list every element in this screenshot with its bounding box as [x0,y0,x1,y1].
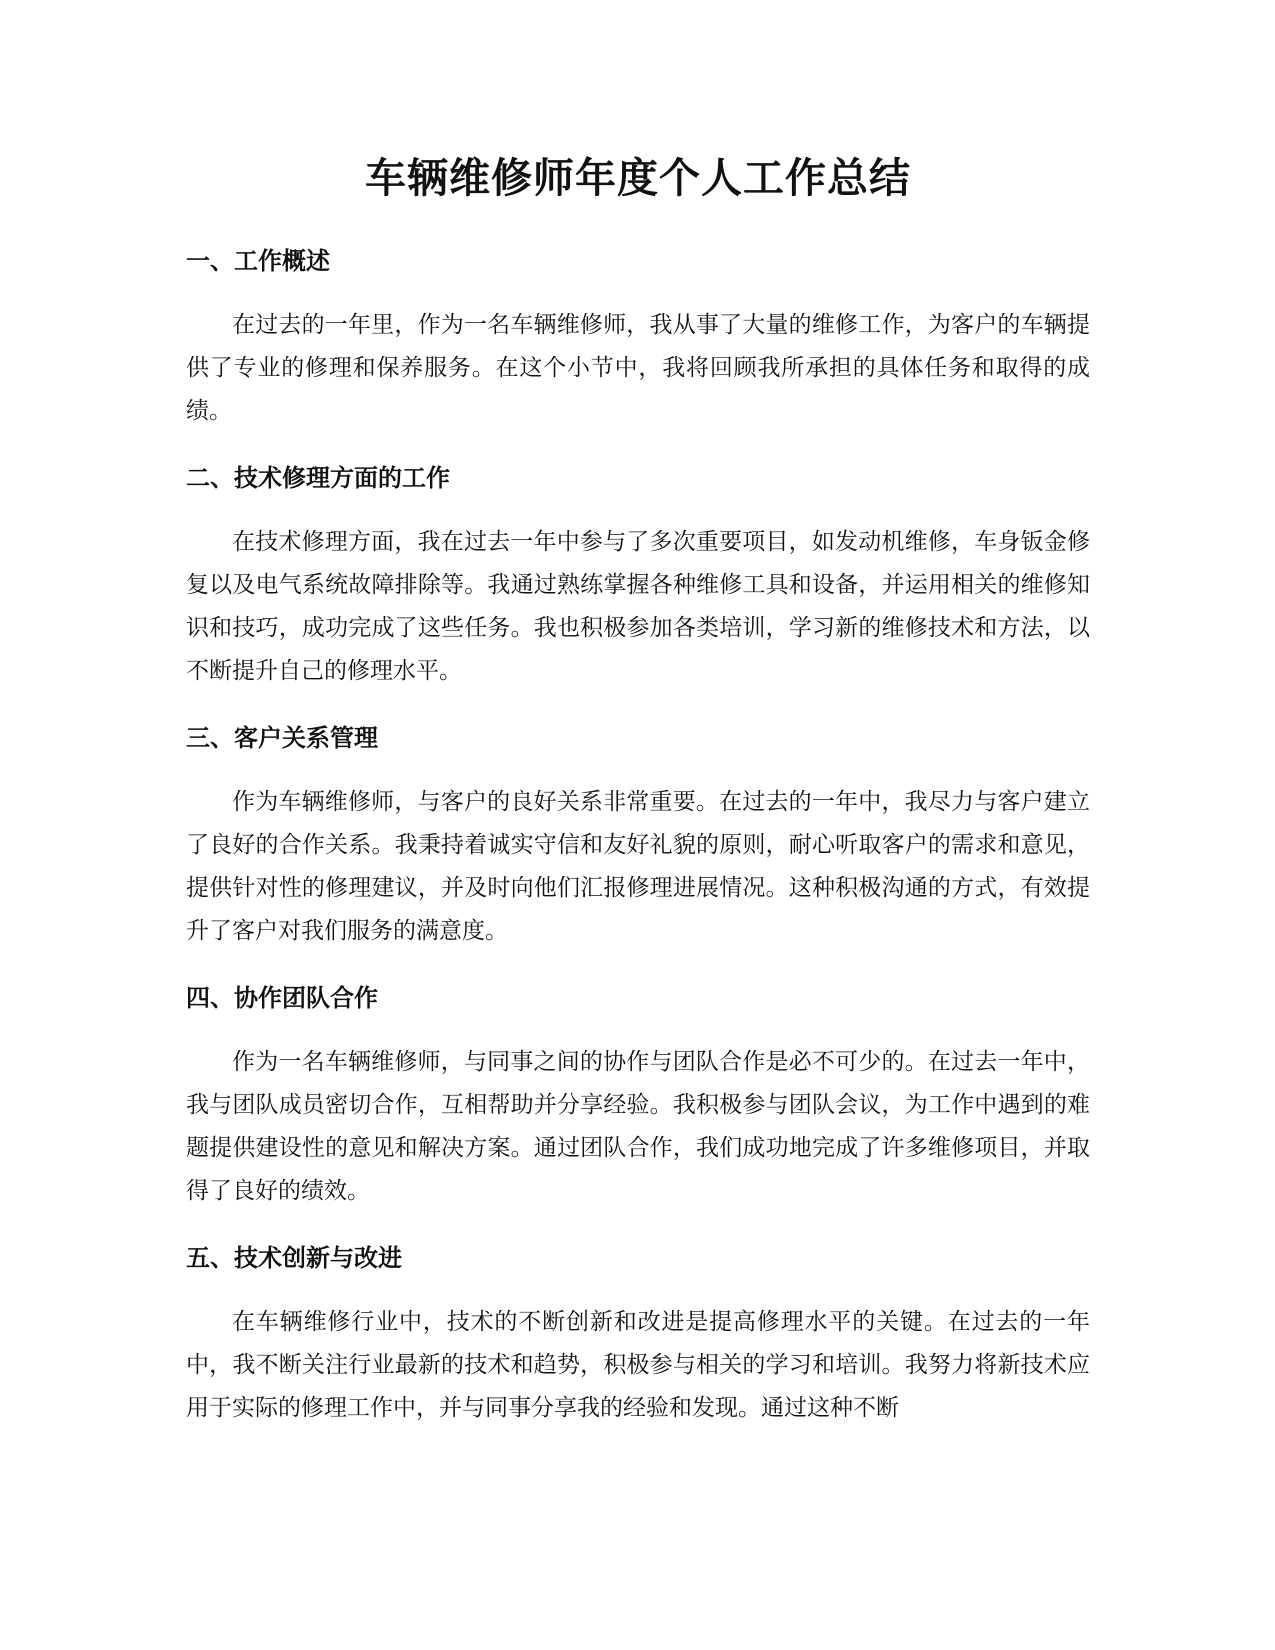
section-work-overview [186,244,1090,433]
section-technical-repair [186,461,1090,693]
section-paragraph: 在车辆维修行业中，技术的不断创新和改进是提高修理水平的关键。在过去的一年中，我不断关注行业最新的技术和趋势，积极参与相关的学习和培训。我努力将新技术应用于实际的修理工作中，并与同事分享我的经验和发现。通过这种不断 [186,1309,1090,1421]
section-heading: 一、工作概述 [186,247,330,275]
section-paragraph: 作为一名车辆维修师，与同事之间的协作与团队合作是必不可少的。在过去一年中，我与团队成员密切合作，互相帮助并分享经验。我积极参与团队会议，为工作中遇到的难题提供建设性的意见和解决方案。通过团队合作，我们成功地完成了许多维修项目，并取得了良好的绩效。 [186,1049,1090,1204]
document-title: 车辆维修师年度个人工作总结 [365,154,911,202]
section-teamwork [186,981,1090,1213]
section-heading: 二、技术修理方面的工作 [186,464,450,492]
section-paragraph: 在技术修理方面，我在过去一年中参与了多次重要项目，如发动机维修，车身钣金修复以及电气系统故障排除等。我通过熟练掌握各种维修工具和设备，并运用相关的维修知识和技巧，成功完成了这些任务。我也积极参加各类培训，学习新的维修技术和方法，以不断提升自己的修理水平。 [186,529,1090,684]
section-heading: 四、协作团队合作 [186,984,378,1012]
section-innovation [186,1241,1090,1430]
section-paragraph: 在过去的一年里，作为一名车辆维修师，我从事了大量的维修工作，为客户的车辆提供了专业的修理和保养服务。在这个小节中，我将回顾我所承担的具体任务和取得的成绩。 [186,312,1090,424]
section-paragraph: 作为车辆维修师，与客户的良好关系非常重要。在过去的一年中，我尽力与客户建立了良好的合作关系。我秉持着诚实守信和友好礼貌的原则，耐心听取客户的需求和意见，提供针对性的修理建议，并及时向他们汇报修理进展情况。这种积极沟通的方式，有效提升了客户对我们服务的满意度。 [186,789,1090,944]
document-page [186,0,1090,1650]
section-heading: 五、技术创新与改进 [186,1244,402,1272]
section-heading: 三、客户关系管理 [186,724,378,752]
section-customer-relations [186,721,1090,953]
